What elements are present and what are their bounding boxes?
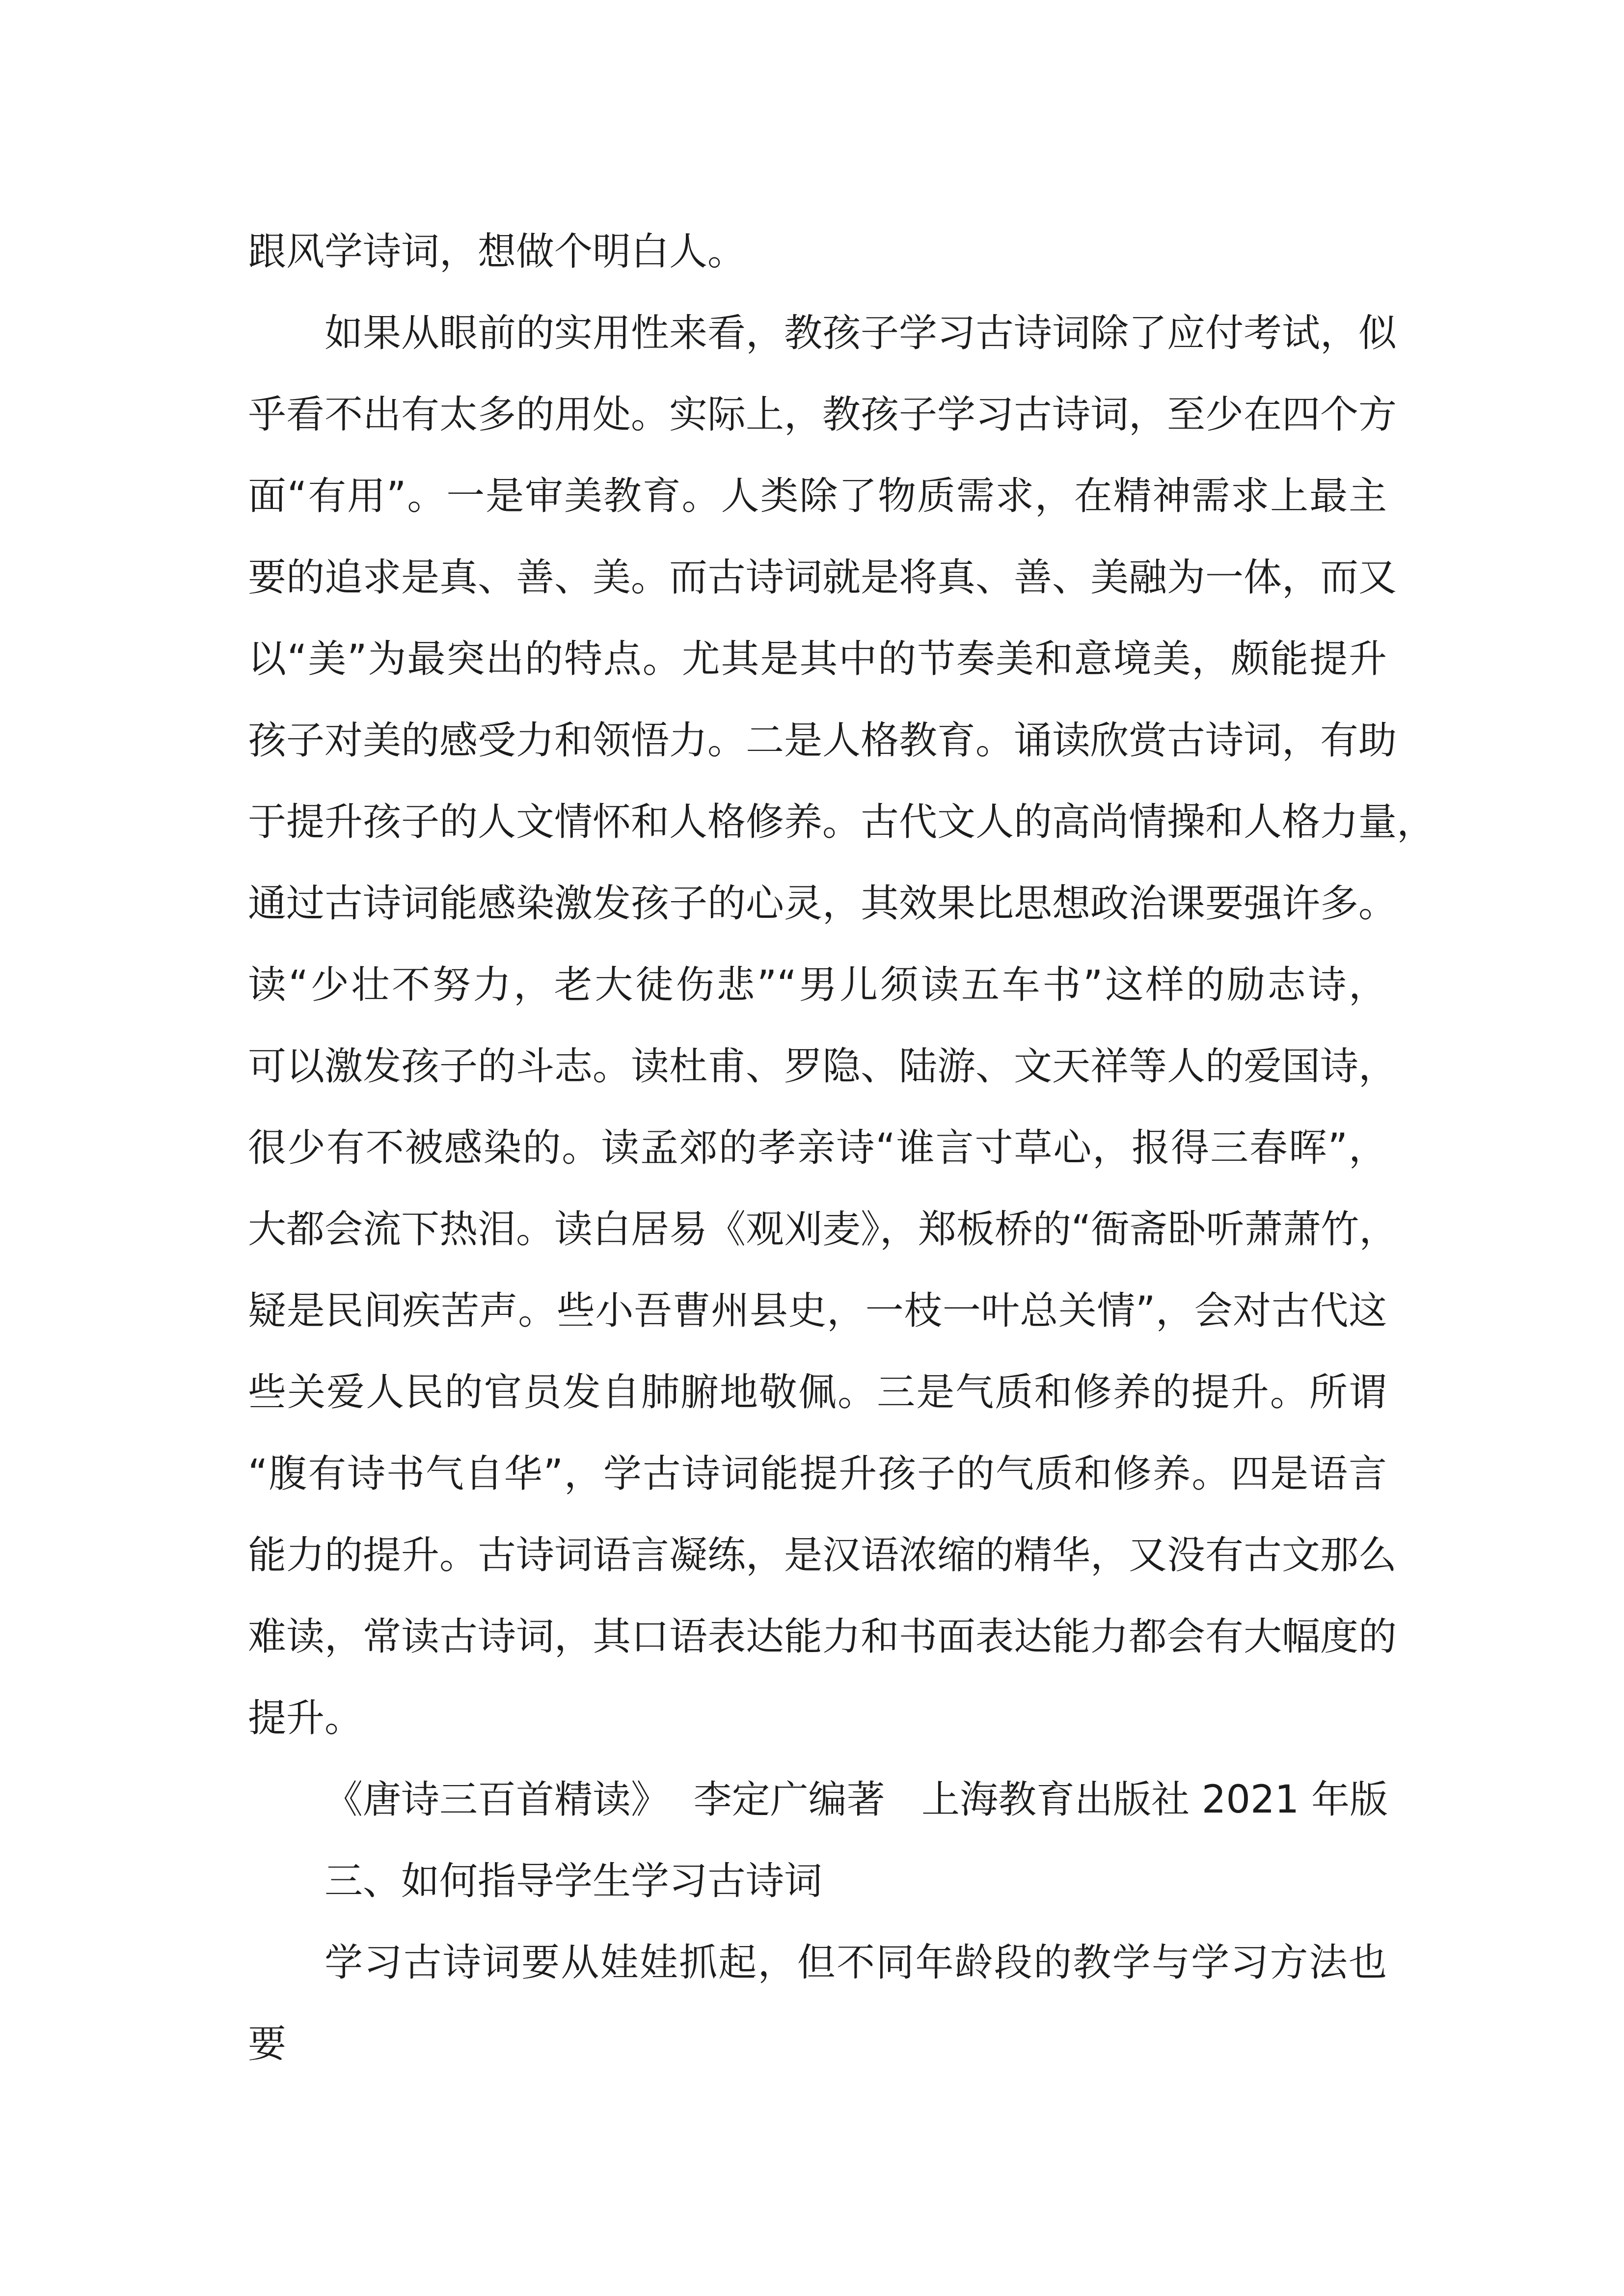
continuation-paragraph: 跟风学诗词，想做个明白人。: [248, 230, 746, 274]
main-paragraph-line: 读“少壮不努力，老大徒伤悲”“男儿须读五车书”这样的励志诗，: [248, 963, 1387, 1007]
main-paragraph-line: 能力的提升。古诗词语言凝练，是汉语浓缩的精华，又没有古文那么: [248, 1533, 1397, 1577]
main-paragraph-line: “腹有诗书气自华”，学古诗词能提升孩子的气质和修养。四是语言: [248, 1452, 1387, 1496]
main-paragraph-line: 大都会流下热泪。读白居易《观刈麦》，郑板桥的“衙斋卧听萧萧竹，: [248, 1207, 1398, 1252]
document-body: [248, 211, 1435, 2085]
book-citation: 《唐诗三百首精读》 李定广编著 上海教育出版社 2021 年版: [325, 1778, 1388, 1822]
main-paragraph-line: 疑是民间疾苦声。些小吾曹州县史，一枝一叶总关情”，会对古代这: [248, 1289, 1387, 1333]
main-paragraph-line: 可以激发孩子的斗志。读杜甫、罗隐、陆游、文天祥等人的爱国诗，: [248, 1044, 1397, 1089]
main-paragraph-line: 乎看不出有太多的用处。实际上，教孩子学习古诗词，至少在四个方: [248, 393, 1397, 437]
final-paragraph: 学习古诗词要从娃娃抓起，但不同年龄段的教学与学习方法也要: [248, 1941, 1387, 2066]
main-paragraph-line: 面“有用”。一是审美教育。人类除了物质需求，在精神需求上最主: [248, 474, 1387, 518]
main-paragraph-line: 以“美”为最突出的特点。尤其是其中的节奏美和意境美，颇能提升: [248, 637, 1387, 681]
main-paragraph-line: 如果从眼前的实用性来看，教孩子学习古诗词除了应付考试，似: [325, 311, 1397, 355]
main-paragraph-line: 通过古诗词能感染激发孩子的心灵，其效果比思想政治课要强许多。: [248, 881, 1397, 926]
main-paragraph-line: 难读，常读古诗词，其口语表达能力和书面表达能力都会有大幅度的: [248, 1615, 1397, 1659]
main-paragraph-line: 提升。: [248, 1696, 363, 1740]
main-paragraph-line: 很少有不被感染的。读孟郊的孝亲诗“谁言寸草心，报得三春晖”，: [248, 1126, 1387, 1170]
section-heading: 三、如何指导学生学习古诗词: [325, 1859, 823, 1903]
main-paragraph-line: 于提升孩子的人文情怀和人格修养。古代文人的高尚情操和人格力量，: [248, 800, 1435, 844]
main-paragraph: [248, 293, 1435, 1759]
main-paragraph-line: 孩子对美的感受力和领悟力。二是人格教育。诵读欣赏古诗词，有助: [248, 719, 1397, 763]
main-paragraph-line: 些关爱人民的官员发自肺腑地敬佩。三是气质和修养的提升。所谓: [248, 1370, 1387, 1415]
main-paragraph-line: 要的追求是真、善、美。而古诗词就是将真、善、美融为一体，而又: [248, 556, 1397, 600]
